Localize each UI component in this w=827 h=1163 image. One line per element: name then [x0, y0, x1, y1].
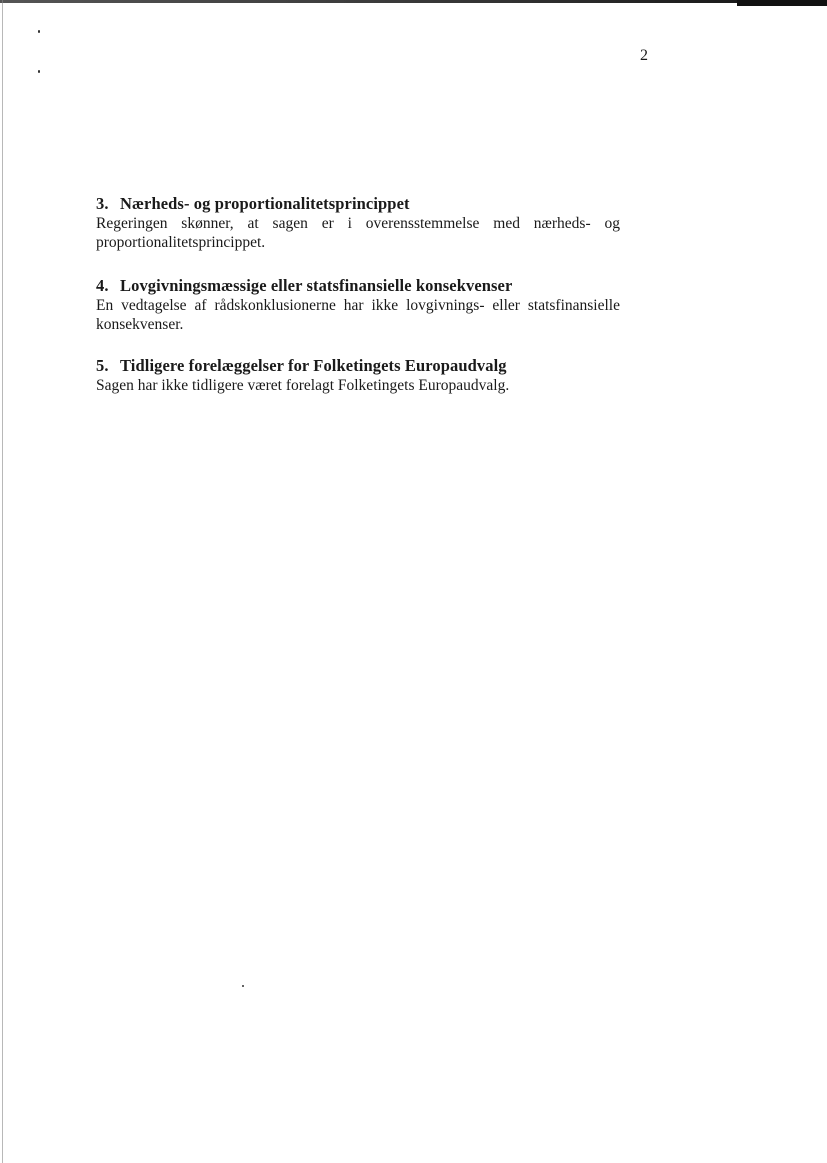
section-previous-submissions: [96, 356, 620, 395]
section-number: 5.: [96, 356, 109, 375]
section-number: 4.: [96, 276, 109, 295]
section-title: Lovgivningsmæssige eller statsfinansielle konsekvenser: [120, 276, 513, 295]
section-heading: [96, 276, 620, 296]
section-heading: [96, 356, 620, 376]
page-number: 2: [640, 47, 648, 64]
scan-speck: [38, 70, 40, 73]
section-subsidiarity: [96, 194, 620, 252]
section-title: Nærheds- og proportionalitetsprincippet: [120, 194, 410, 213]
section-heading: [96, 194, 620, 214]
scan-speck: [242, 985, 244, 987]
scan-left-edge: [2, 0, 3, 1163]
section-number: 3.: [96, 194, 109, 213]
section-body: Regeringen skønner, at sagen er i overensstemmelse med nærheds- og proportionalitetsprincippet.: [96, 215, 620, 251]
scan-top-edge: [0, 0, 827, 3]
scan-top-edge-mark: [737, 0, 827, 6]
section-consequences: [96, 276, 620, 334]
scan-speck: [38, 30, 40, 33]
section-body: Sagen har ikke tidligere været forelagt Folketingets Europaudvalg.: [96, 377, 510, 394]
section-body: En vedtagelse af rådskonklusionerne har ikke lovgivnings- eller statsfinansielle konsekvenser.: [96, 297, 620, 333]
section-title: Tidligere forelæggelser for Folketingets Europaudvalg: [120, 356, 507, 375]
